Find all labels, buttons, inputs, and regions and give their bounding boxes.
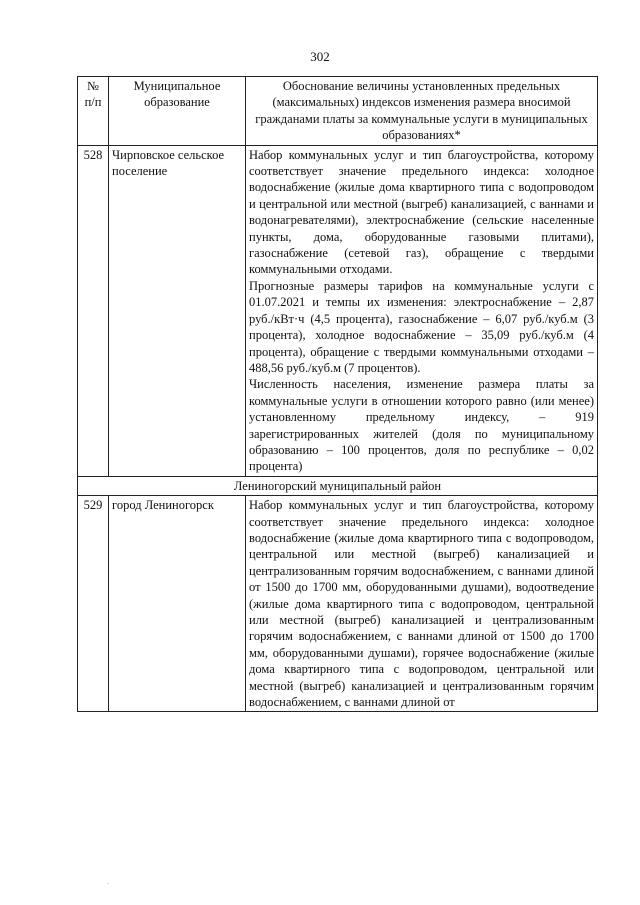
page-number: 302 [310, 49, 330, 64]
table-header-row [78, 77, 598, 146]
justification-cell [246, 496, 598, 712]
justification-cell [246, 145, 598, 476]
municipality-name: Чирповское сельское поселение [109, 145, 246, 476]
paragraph-services: Набор коммунальных услуг и тип благоустройства, которому соответствует значение предельного индекса: холодное водоснабжение (жилые дома квартирного типа с водопроводом и центральной или местной (выгреб) канализацией, с ваннами и водонагревателями), электроснабжение (сельские населенные пункты, дома, оборудованные газовыми плитами), газоснабжение (сетевой газ), обращение с твердыми коммунальными отходами. [249, 147, 594, 277]
district-row [78, 476, 598, 495]
paragraph-population: Численность населения, изменение размера платы за коммунальные услуги в отношении которого равно (или менее) установленному предельному индексу, – 919 зарегистрированных жителей (доля по муниципальному образованию – 100 процентов, доля по республике – 0,02 процента) [249, 377, 594, 474]
row-number: 529 [78, 496, 109, 712]
header-num: № п/п [78, 77, 109, 146]
municipality-name: город Лениногорск [109, 496, 246, 712]
paragraph-tariffs: Прогнозные размеры тарифов на коммунальные услуги с 01.07.2021 и темпы их изменения: электроснабжение – 2,87 руб./кВт·ч (4,5 процента), газоснабжение – 6,07 руб./куб.м (3 процента), холодное водоснабжение – 35,09 руб./куб.м (4 процента), обращение с твердыми коммунальными отходами – 488,56 руб./куб.м (7 процентов). [249, 278, 594, 375]
footer-mark: · [107, 880, 110, 888]
paragraph-services: Набор коммунальных услуг и тип благоустройства, которому соответствует значение предельного индекса: холодное водоснабжение (жилые дома квартирного типа с водопроводом, центральной или местной (выгреб) канализацией и централизованным горячим водоснабжением, с ваннами длиной от 1500 до 1700 мм, оборудованными душами), водоотведение (жилые дома квартирного типа с водопроводом, центральной или местной (выгреб) канализацией и централизованным горячим водоснабжением, с ваннами длиной от 1500 до 1700 мм, оборудованными душами), горячее водоснабжение (жилые дома квартирного типа с водопроводом, центральной или местной (выгреб) канализацией и централизованным горячим водоснабжением, с ваннами длиной от [249, 498, 594, 710]
header-municipality: Муниципальное образование [109, 77, 246, 146]
tariff-table [77, 76, 598, 712]
table-row [78, 145, 598, 476]
row-number: 528 [78, 145, 109, 476]
header-justification: Обоснование величины установленных предельных (максимальных) индексов изменения размера вносимой гражданами платы за коммунальные услуги в муниципальных образованиях* [246, 77, 598, 146]
district-name: Лениногорский муниципальный район [78, 476, 598, 495]
table-row [78, 496, 598, 712]
